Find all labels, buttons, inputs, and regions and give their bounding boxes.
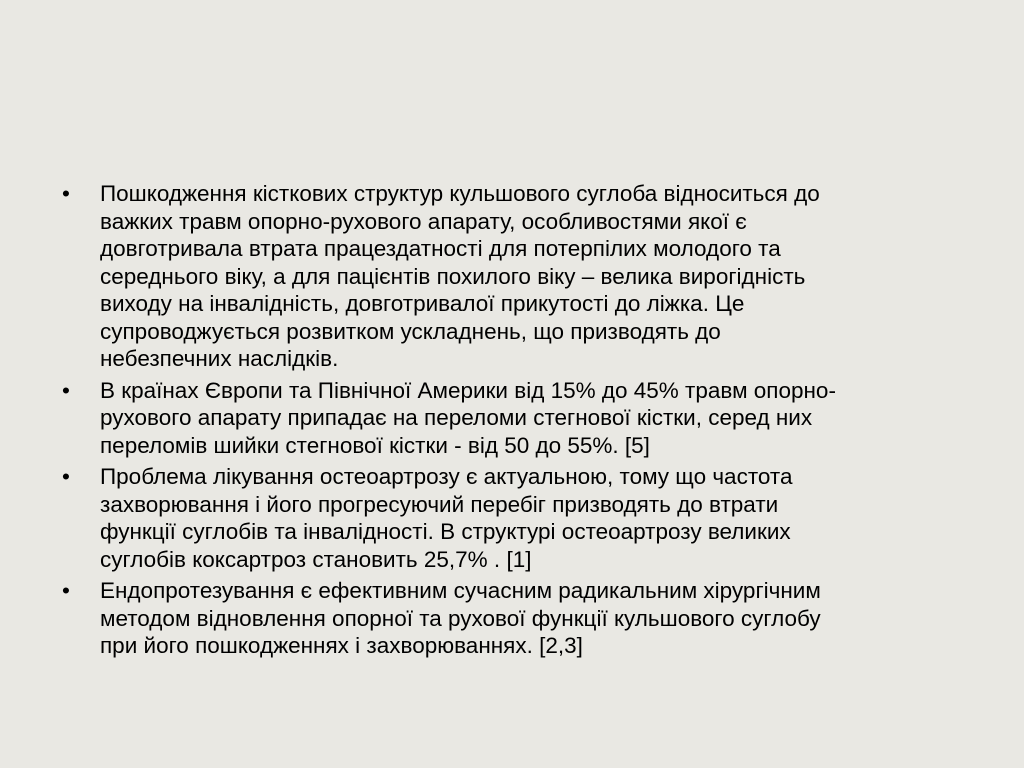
bullet-1-line-3: довготривала втрата працездатності для потерпілих молодого та: [100, 236, 781, 261]
bullet-list: [58, 180, 1008, 664]
bullet-item-1: [58, 180, 1008, 373]
bullet-1-line-1: Пошкодження кісткових структур кульшового суглоба відноситься до: [100, 181, 820, 206]
bullet-1-line-7: небезпечних наслідків.: [100, 346, 339, 371]
bullet-3-line-3: функції суглобів та інвалідності. В структурі остеоартрозу великих: [100, 519, 791, 544]
bullet-4-line-3: при його пошкодженнях і захворюваннях. [2,3]: [100, 633, 583, 658]
bullet-3-line-1: Проблема лікування остеоартрозу є актуальною, тому що частота: [100, 464, 793, 489]
bullet-dot-icon: •: [62, 377, 70, 403]
bullet-dot-icon: •: [62, 578, 70, 603]
bullet-2-line-3: переломів шийки стегнової кістки - від 50 до 55%. [5]: [100, 432, 650, 458]
bullet-4-line-1: Ендопротезування є ефективним сучасним радикальним хірургічним: [100, 578, 821, 603]
bullet-dot-icon: •: [62, 181, 70, 206]
bullet-item-3: [58, 463, 1008, 573]
bullet-3-line-2: захворювання і його прогресуючий перебіг призводять до втрати: [100, 491, 779, 517]
bullet-3-line-4: суглобів коксартроз становить 25,7% . [1]: [100, 546, 532, 572]
bullet-item-2: [58, 377, 1008, 460]
bullet-1-line-6: супроводжується розвитком ускладнень, що призводять до: [100, 318, 721, 344]
bullet-1-line-4: середнього віку, а для пацієнтів похилого віку – велика вирогідність: [100, 263, 806, 289]
bullet-item-4: [58, 577, 1008, 660]
bullet-dot-icon: •: [62, 464, 70, 489]
bullet-4-line-2: методом відновлення опорної та рухової функції кульшового суглобу: [100, 605, 821, 631]
bullet-2-line-1: В країнах Європи та Північної Америки від 15% до 45% травм опорно-: [100, 377, 836, 403]
bullet-1-line-5: виходу на інвалідність, довготривалої прикутості до ліжка. Це: [100, 291, 745, 316]
bullet-1-line-2: важких травм опорно-рухового апарату, особливостями якої є: [100, 208, 747, 234]
bullet-2-line-2: рухового апарату припадає на переломи стегнової кістки, серед них: [100, 405, 813, 430]
